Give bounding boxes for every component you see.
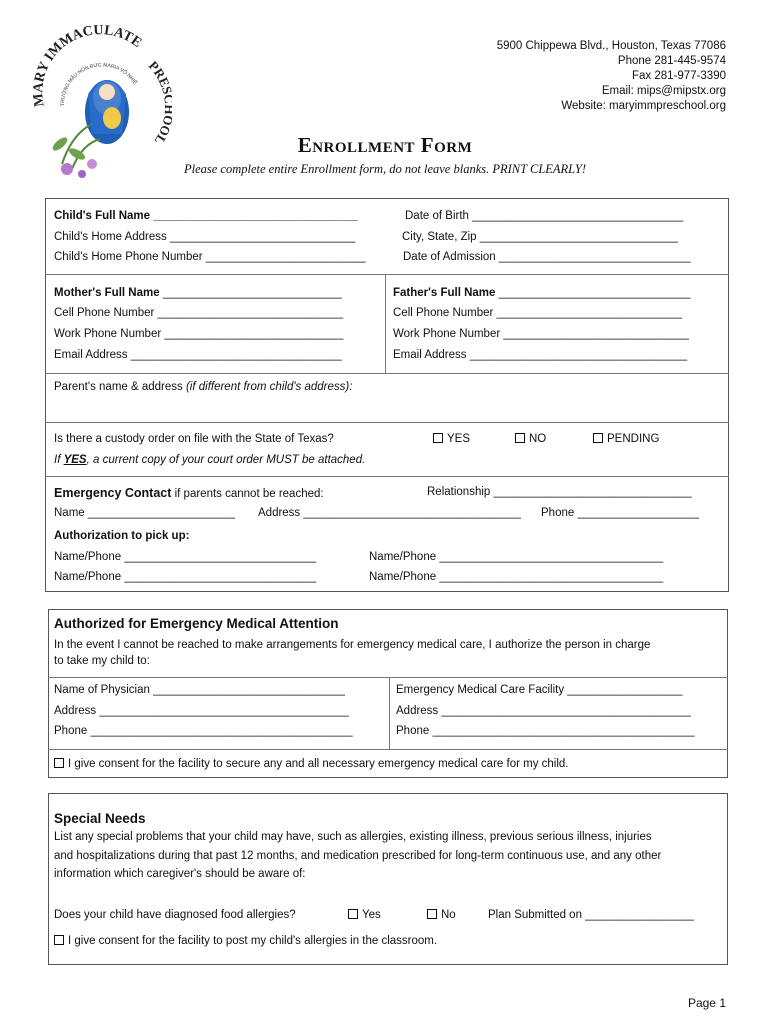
mother-full-name-field[interactable]: Mother's Full Name ____________________________ (54, 287, 342, 299)
allergy-yes-checkbox[interactable]: Yes (348, 909, 381, 921)
fax-line: Fax 281-977-3390 (632, 70, 726, 82)
medical-section-heading: Authorized for Emergency Medical Attention (54, 616, 339, 631)
pickup-name-phone-1[interactable]: Name/Phone ______________________________ (54, 551, 317, 563)
emergency-address-field[interactable]: Address __________________________________ (258, 507, 521, 519)
school-contact-block (497, 39, 726, 114)
checkbox-icon (348, 909, 358, 919)
father-full-name-field[interactable]: Father's Full Name ______________________________ (393, 287, 691, 299)
plan-submitted-field[interactable]: Plan Submitted on _________________ (488, 909, 694, 921)
child-home-phone-field[interactable]: Child's Home Phone Number _________________________ (54, 251, 366, 263)
food-allergy-question: Does your child have diagnosed food allergies? (54, 909, 296, 921)
checkbox-icon (54, 935, 64, 945)
special-needs-text-1: List any special problems that your child may have, such as allergies, existing illness, previous serious illness, injuries (54, 831, 652, 843)
emergency-phone-field[interactable]: Phone ___________________ (541, 507, 699, 519)
pickup-name-phone-3[interactable]: Name/Phone ______________________________ (54, 571, 317, 583)
checkbox-icon (593, 433, 603, 443)
emergency-contact-label: Emergency Contact if parents cannot be reached: (54, 486, 324, 500)
child-home-address-field[interactable]: Child's Home Address _____________________________ (54, 231, 356, 243)
checkbox-icon (433, 433, 443, 443)
email-line: Email: mips@mipstx.org (601, 85, 726, 97)
page-number: Page 1 (687, 996, 726, 1010)
phone-line: Phone 281-445-9574 (617, 55, 726, 67)
child-full-name-field[interactable]: Child's Full Name ________________________________ (54, 210, 358, 222)
mother-work-phone-field[interactable]: Work Phone Number ____________________________ (54, 328, 344, 340)
pickup-name-phone-2[interactable]: Name/Phone ___________________________________ (369, 551, 664, 563)
page-subtitle: Please complete entire Enrollment form, do not leave blanks. PRINT CLEARLY! (183, 162, 586, 176)
logo-arc-right: PRE OL (145, 57, 172, 148)
medical-facility-field[interactable]: Emergency Medical Care Facility __________________ (396, 684, 683, 696)
pickup-name-phone-4[interactable]: Name/Phone ___________________________________ (369, 571, 664, 583)
allergy-no-checkbox[interactable]: No (427, 909, 456, 921)
custody-note: If YES, a current copy of your court order MUST be attached. (54, 454, 366, 466)
medical-consent-checkbox[interactable]: I give consent for the facility to secure any and all necessary emergency medical care for my child. (54, 758, 568, 770)
city-state-zip-field[interactable]: City, State, Zip _______________________________ (402, 231, 679, 243)
custody-question: Is there a custody order on file with the State of Texas? (54, 433, 334, 445)
father-email-field[interactable]: Email Address __________________________________ (393, 349, 688, 361)
physician-address-field[interactable]: Address _______________________________________ (54, 705, 349, 717)
logo-arc-top: MARY IMMACULATE (31, 23, 145, 108)
school-logo (22, 14, 172, 184)
father-work-phone-field[interactable]: Work Phone Number _____________________________ (393, 328, 689, 340)
custody-no-checkbox[interactable]: NO (515, 433, 546, 445)
pickup-authorization-label: Authorization to pick up: (54, 530, 190, 542)
custody-pending-checkbox[interactable]: PENDING (593, 433, 659, 445)
allergy-post-consent-checkbox[interactable]: I give consent for the facility to post my child's allergies in the classroom. (54, 935, 437, 947)
checkbox-icon (54, 758, 64, 768)
medical-intro-line-1: In the event I cannot be reached to make arrangements for emergency medical care, I authorize the person in charge (54, 639, 651, 651)
checkbox-icon (515, 433, 525, 443)
medical-intro-line-2: to take my child to: (54, 655, 150, 667)
special-needs-text-3: information which caregiver's should be aware of: (54, 868, 306, 880)
page-title: Enrollment Form (297, 133, 473, 157)
date-of-admission-field[interactable]: Date of Admission ______________________________ (403, 251, 691, 263)
website-line: Website: maryimmpreschool.org (561, 100, 726, 112)
emergency-name-field[interactable]: Name _______________________ (54, 507, 235, 519)
physician-phone-field[interactable]: Phone _________________________________________ (54, 725, 353, 737)
physician-name-field[interactable]: Name of Physician ______________________________ (54, 684, 345, 696)
special-needs-text-2: and hospitalizations during that past 12 months, and medication prescribed for long-term continuous use, and any other (54, 850, 662, 862)
logo-arc-inner: TRƯỜNG MẪU NON ĐỨC MARIA VÔ NHIỄ (59, 62, 138, 107)
address-line: 5900 Chippewa Blvd., Houston, Texas 77086 (496, 40, 726, 52)
facility-address-field[interactable]: Address _______________________________________ (396, 705, 691, 717)
date-of-birth-field[interactable]: Date of Birth _________________________________ (405, 210, 684, 222)
checkbox-icon (427, 909, 437, 919)
father-cell-phone-field[interactable]: Cell Phone Number _____________________________ (393, 307, 683, 319)
custody-yes-checkbox[interactable]: YES (433, 433, 470, 445)
emergency-relationship-field[interactable]: Relationship _______________________________ (427, 486, 692, 498)
special-needs-heading: Special Needs (54, 811, 146, 826)
parent-address-field[interactable]: Parent's name & address (if different from child's address): (54, 381, 353, 393)
mother-cell-phone-field[interactable]: Cell Phone Number _____________________________ (54, 307, 344, 319)
facility-phone-field[interactable]: Phone _________________________________________ (396, 725, 695, 737)
mother-email-field[interactable]: Email Address _________________________________ (54, 349, 342, 361)
